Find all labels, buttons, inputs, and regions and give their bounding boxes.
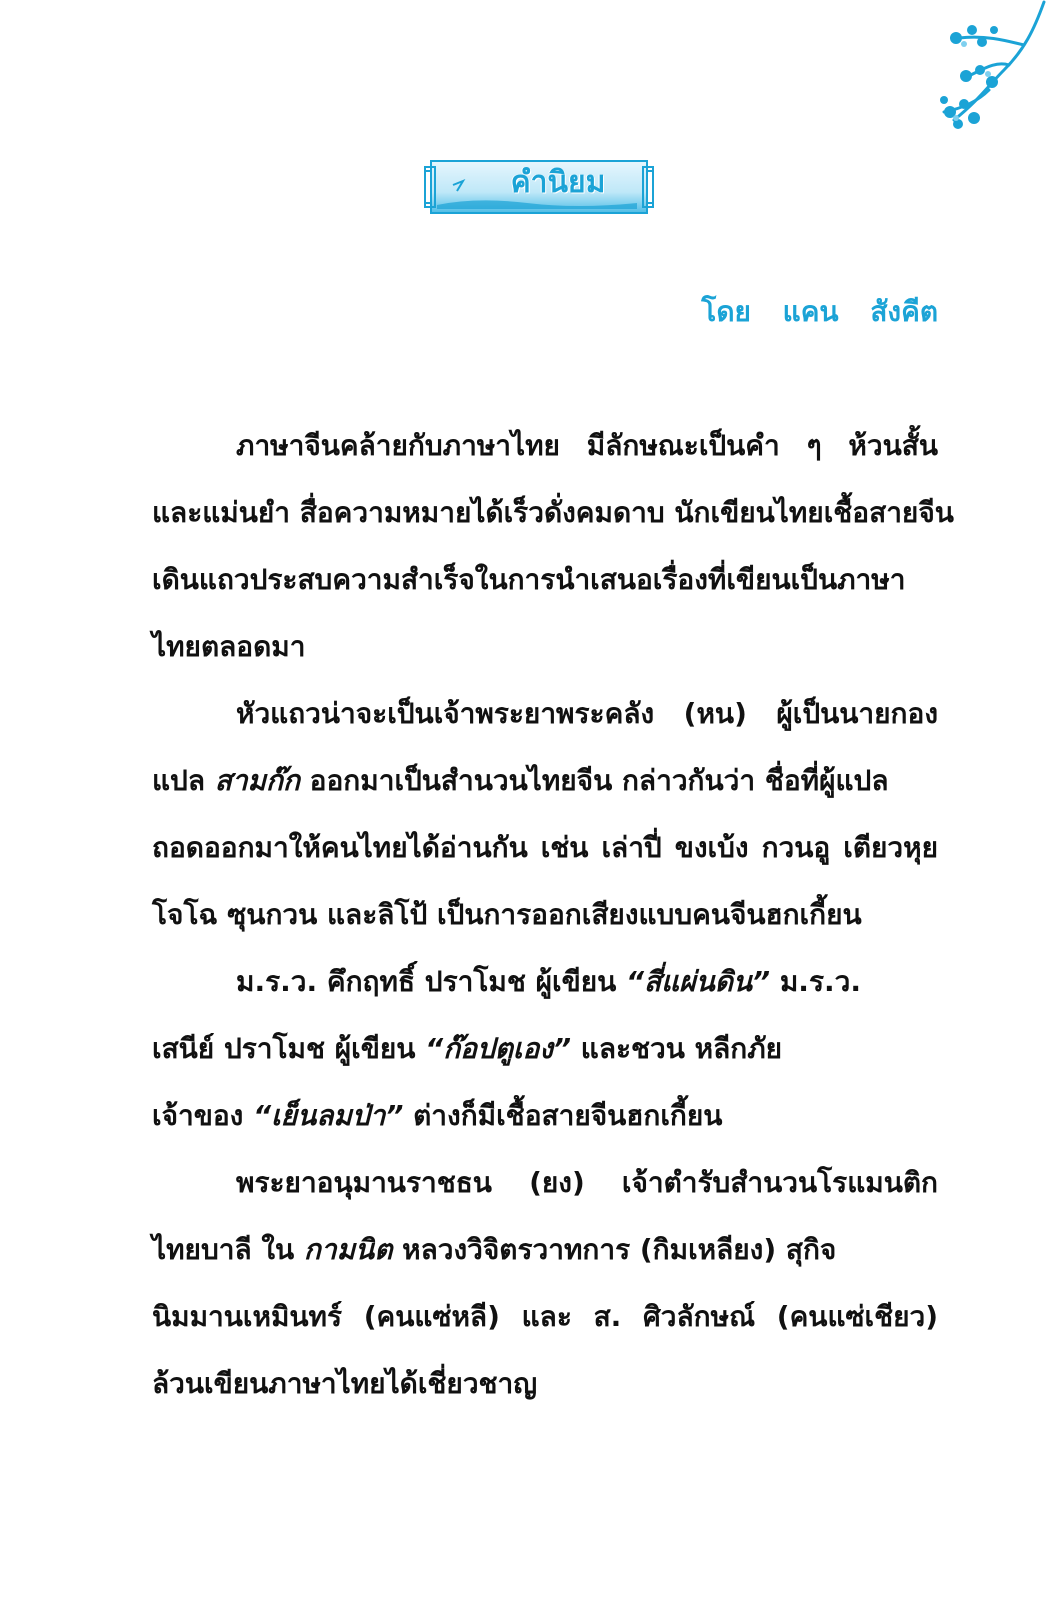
book-title: “เย็นลมป่า” xyxy=(253,1099,404,1132)
text-line xyxy=(152,1088,938,1155)
blossom-branch-decoration xyxy=(884,0,1054,170)
text-line: นิมมานเหมินทร์ (คนแซ่หลี) และ ส. ศิวลักษณ์ (คนแซ่เชียว) xyxy=(152,1300,938,1333)
text-span: ม.ร.ว. คึกฤทธิ์ ปราโมช ผู้เขียน xyxy=(236,965,617,998)
text-line xyxy=(152,1021,938,1088)
text-line xyxy=(152,753,938,820)
text-span: ออกมาเป็นสำนวนไทยจีน กล่าวกันว่า ชื่อที่ผู้แปล xyxy=(309,764,889,797)
book-title: “ก๊อปตูเอง” xyxy=(425,1032,572,1065)
text-line: พระยาอนุมานราชธน (ยง) เจ้าตำรับสำนวนโรแมนติก xyxy=(236,1166,938,1199)
text-span: หลวงวิจิตรวาทการ (กิมเหลียง) สุกิจ xyxy=(402,1233,837,1266)
text-span: ต่างก็มีเชื้อสายจีนฮกเกี้ยน xyxy=(413,1099,723,1132)
text-line: ล้วนเขียนภาษาไทยได้เชี่ยวชาญ xyxy=(152,1367,538,1400)
text-line: และแม่นยำ สื่อความหมายได้เร็วดั่งคมดาบ นักเขียนไทยเชื้อสายจีน xyxy=(152,496,954,529)
text-span: และชวน หลีกภัย xyxy=(580,1032,783,1065)
text-span: เจ้าของ xyxy=(152,1099,244,1132)
text-line: หัวแถวน่าจะเป็นเจ้าพระยาพระคลัง (หน) ผู้เป็นนายกอง xyxy=(236,697,938,730)
body-text xyxy=(152,418,954,1423)
text-span: ไทยบาลี ใน xyxy=(152,1233,295,1266)
page-title: คำนิยม xyxy=(510,165,606,200)
text-line: เดินแถวประสบความสำเร็จในการนำเสนอเรื่องที่เขียนเป็นภาษา xyxy=(152,563,906,596)
text-span: เสนีย์ ปราโมช ผู้เขียน xyxy=(152,1032,416,1065)
text-line: ไทยตลอดมา xyxy=(152,630,306,663)
book-title: “สี่แผ่นดิน” xyxy=(626,965,771,998)
title-badge xyxy=(423,155,655,219)
author-byline: โดย แคน สังคีต xyxy=(701,295,938,328)
book-title: สามก๊ก xyxy=(214,764,300,797)
text-span: แปล xyxy=(152,764,205,797)
book-title: กามนิต xyxy=(303,1233,393,1266)
text-line: ภาษาจีนคล้ายกับภาษาไทย มีลักษณะเป็นคำ ๆ ห้วนสั้น xyxy=(236,429,938,462)
text-span: ม.ร.ว. xyxy=(779,965,861,998)
text-line: โจโฉ ซุนกวน และลิโป้ เป็นการออกเสียงแบบคนจีนฮกเกี้ยน xyxy=(152,898,862,931)
text-line: ถอดออกมาให้คนไทยได้อ่านกัน เช่น เล่าปี่ ขงเบ้ง กวนอู เตียวหุย xyxy=(152,831,938,864)
text-line xyxy=(152,954,938,1021)
text-line xyxy=(152,1222,938,1289)
